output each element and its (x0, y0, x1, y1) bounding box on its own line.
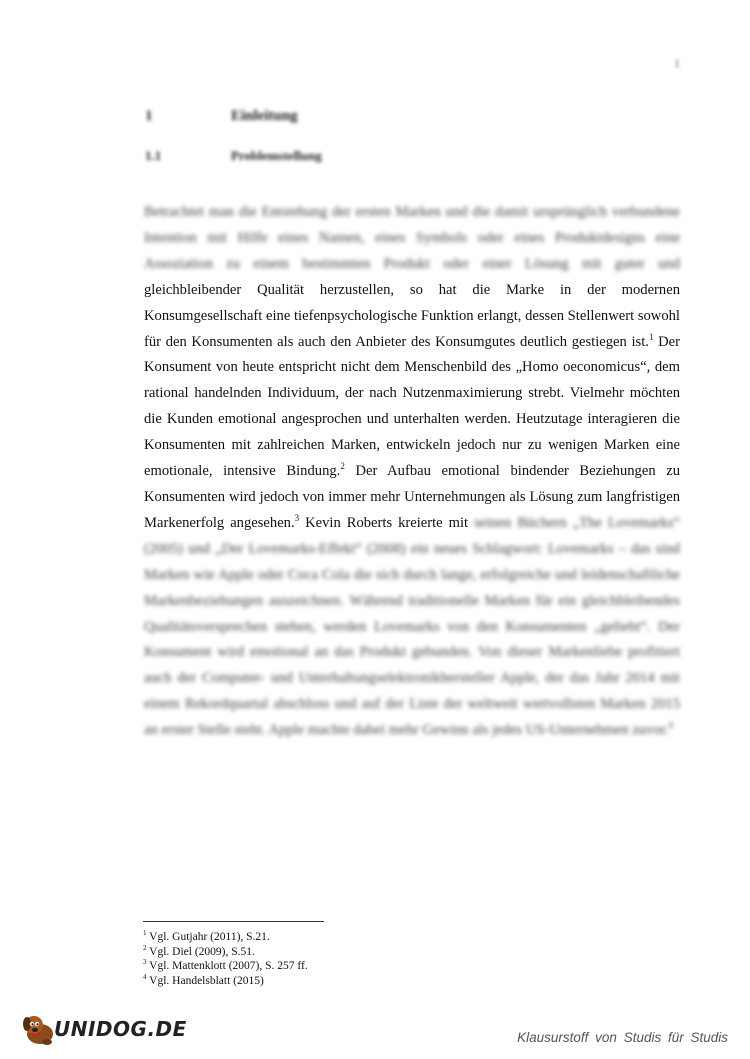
chapter-heading (145, 108, 298, 125)
page-number: 1 (674, 56, 680, 70)
section-number: 1.1 (145, 148, 162, 163)
tagline: Klausurstoff von Studis für Studis (517, 1030, 728, 1045)
readable-paragraph-part-4: Kevin Roberts kreierte mit (299, 514, 469, 531)
footnote-item: $^4$ Vgl. Handelsblatt (2015) (143, 972, 264, 987)
chapter-number: 1 (145, 108, 153, 124)
section-title: Problemstellung (231, 148, 322, 163)
footnote-ref-3: 3 (294, 513, 300, 524)
dog-mascot-icon (20, 1012, 58, 1046)
chapter-title: Einleitung (231, 108, 298, 124)
logo-text: UNIDOG.DE (54, 1017, 187, 1041)
footnote-ref-4: 4 (668, 720, 673, 731)
readable-paragraph-part-3: Der Aufbau emotional bindender Beziehungen zu Konsumenten wird jedoch von immer mehr Unternehmungen als Lösung zum langfristigen Markenerfolg angesehen. (144, 463, 680, 531)
footnote-item: $^3$ Vgl. Mattenklott (2007), S. 257 ff. (143, 958, 308, 973)
footnote-item: $^1$ Vgl. Gutjahr (2011), S.21. (143, 929, 270, 943)
footnote-item: $^2$ Vgl. Diel (2009), S.51. (143, 943, 255, 958)
readable-paragraph-part-2: Der Konsument von heute entspricht nicht dem Menschenbild des „Homo oeconomicus“, dem rational handelnden Individuum, der nach Nutzenmaximierung strebt. Vielmehr möchten die Kunden emotional angesprochen und unterhalten werden. Heutzutage interagieren die Konsumenten mit zahlreichen Marken, entwickeln jedoch nur zu wenigen Marken eine emotionale, intensive Bindung. (144, 333, 680, 480)
blurred-outro-text: seinen Büchern „The Lovemarks“ (2005) und „Der Lovemarks-Effekt“ (2008) ein neues Schlagwort: Lovemarks – das sind Marken wie Apple oder Coca Cola die sich durch lange, erfolgreiche und leidenschaftliche Markenbeziehungen auszeichnen. Während traditionelle Marken für ein gleichbleibendes Qualitätsversprechen stehen, werden Lovemarks von den Konsumenten „geliebt“. Der Konsument wird emotional an das Produkt gebunden. Von dieser Markenliebe profitiert auch der Computer- und Unterhaltungselektronikhersteller Apple, der das Jahr 2014 mit einem Rekordquartal abschloss und auf der Liste der weltweit wertvollsten Marken 2015 an erster Stelle steht. Apple machte dabei mehr Gewinn als jedes US-Unternehmen zuvor. (144, 514, 680, 739)
readable-paragraph-part-1: gleichbleibender Qualität herzustellen, so hat die Marke in der modernen Konsumgesellschaft eine tiefenpsychologische Funktion erlangt, dessen Stellenwert sowohl für den Konsumenten als auch den Anbieter des Konsumgutes deutlich gestiegen ist. (144, 281, 680, 350)
footnote-ref-2: 2 (340, 461, 345, 472)
footnote-separator (143, 921, 324, 922)
footnotes (143, 930, 308, 988)
unidog-logo (20, 1010, 187, 1048)
section-heading (145, 148, 322, 164)
body-text (144, 200, 680, 744)
blurred-intro-text: Betrachtet man die Entstehung der ersten Marken und die damit ursprünglich verbundene Intention mit Hilfe eines Namen, eines Symbols oder eines Produktdesigns eine Assoziation zu einem bestimmten Produkt oder einer Lösung mit guter und (144, 204, 680, 272)
footnote-ref-1: 1 (648, 331, 654, 342)
